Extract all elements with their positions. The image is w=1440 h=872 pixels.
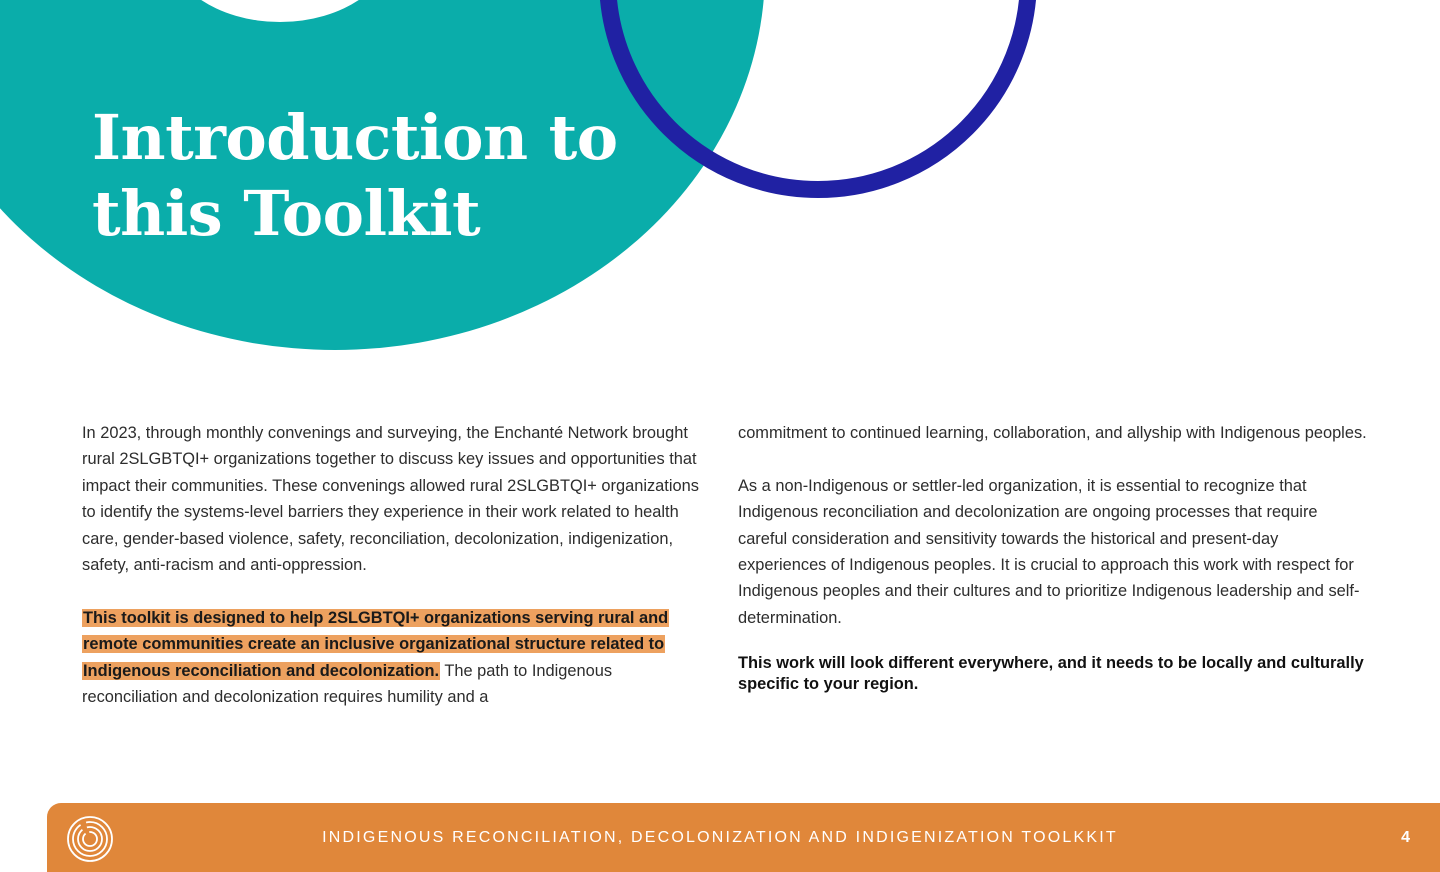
commitment-paragraph: commitment to continued learning, collaboration, and allyship with Indigenous peoples. (738, 424, 1367, 442)
bold-callout: This work will look different everywhere, and it needs to be locally and culturally specific to your region. (738, 654, 1364, 694)
highlighted-purpose-statement: This toolkit is designed to help 2SLGBTQI+ organizations serving rural and remote communities create an inclusive organizational structure related to Indigenous reconciliation and decolonization. (83, 608, 669, 680)
title-line-1: Introduction to (92, 101, 618, 174)
page-title (92, 100, 618, 252)
page-number: 4 (1401, 829, 1410, 846)
settler-org-paragraph: As a non-Indigenous or settler-led organization, it is essential to recognize that Indigenous reconciliation and decolonization are ongoing processes that require careful consideration and sensitivity towards the historical and present-day experiences of Indigenous peoples. It is crucial to approach this work with respect for Indigenous peoples and their cultures and to prioritize Indigenous leadership and self-determination. (738, 476, 1360, 627)
intro-paragraph: In 2023, through monthly convenings and surveying, the Enchanté Network brought rural 2SLGBTQI+ organizations together to discuss key issues and opportunities that impact their communities. These convenings allowed rural 2SLGBTQI+ organizations to identify the systems-level barriers they experience in their work related to health care, gender-based violence, safety, reconciliation, decolonization, indigenization, safety, anti-racism and anti-oppression. (82, 424, 699, 575)
purpose-paragraph (82, 605, 708, 711)
footer-title: INDIGENOUS RECONCILIATION, DECOLONIZATION AND INDIGENIZATION TOOLKKIT (322, 829, 1118, 846)
purpose-paragraph-rest: The path to Indigenous reconciliation and decolonization requires humility and a (82, 661, 613, 707)
concentric-circles-logo-icon (65, 814, 115, 864)
footer-bar (47, 803, 1440, 872)
left-column (82, 420, 708, 710)
title-line-2: this Toolkit (92, 177, 481, 250)
right-column (738, 420, 1370, 695)
